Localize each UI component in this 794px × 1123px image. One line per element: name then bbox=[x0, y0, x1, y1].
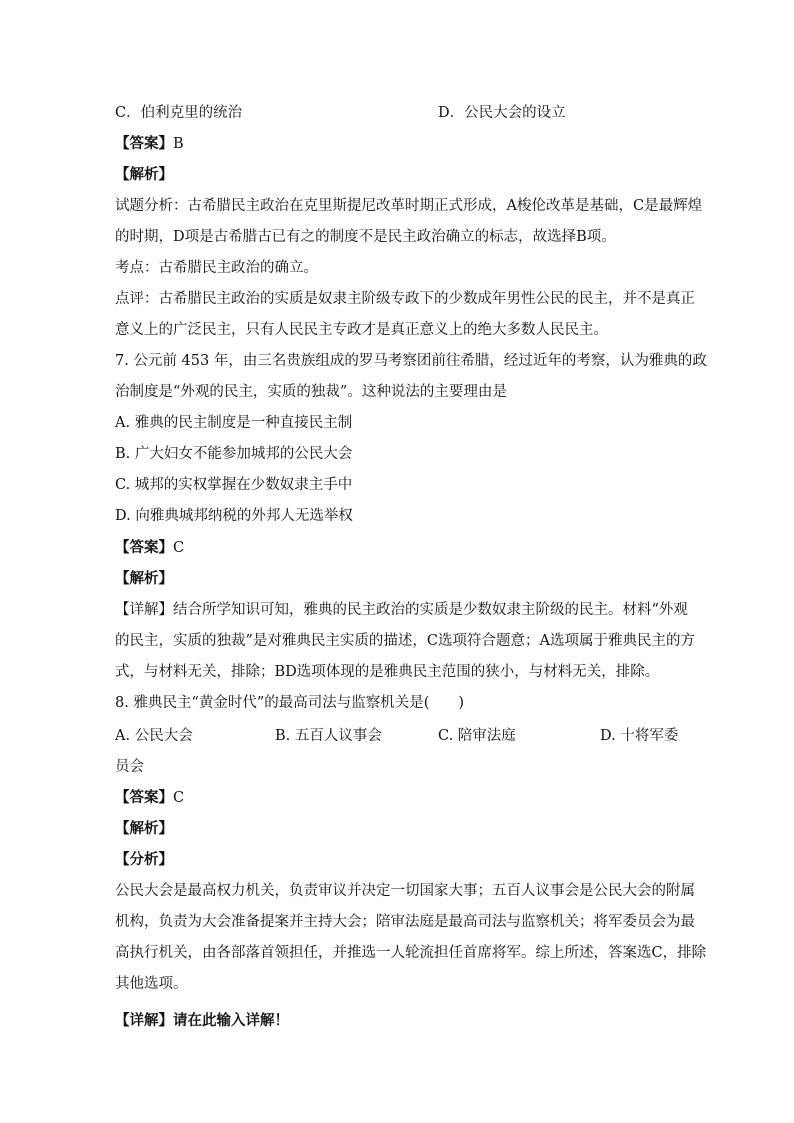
q8-fenxi-line: 高执行机关，由各部落首领担任，并推选一人轮流担任首席将军。综上所述，答案选C，排除 bbox=[115, 945, 707, 961]
q7-stem-line: 7. 公元前 453 年，由三名贵族组成的罗马考察团前往希腊，经过近年的考察，认为雅典的政 bbox=[115, 353, 707, 369]
q7-answer bbox=[115, 538, 682, 558]
q8-option-d: D. 十将军委 bbox=[600, 728, 679, 744]
q7-option-a: A. 雅典的民主制度是一种直接民主制 bbox=[115, 415, 353, 431]
q7-stem-line: 治制度是“外观的民主，实质的独裁”。这种说法的主要理由是 bbox=[115, 384, 507, 400]
q6-pingyu-line: 意义上的广泛民主，只有人民民主专政才是真正意义上的绝大多数人民民主。 bbox=[115, 322, 608, 338]
q7-option-c: C. 城邦的实权掌握在少数奴隶主手中 bbox=[115, 477, 353, 493]
q7-analysis-label: 【解析】 bbox=[115, 570, 173, 587]
q6-answer bbox=[115, 134, 682, 154]
answer-label: 【答案】 bbox=[115, 135, 173, 152]
detail-label: 【详解】 bbox=[115, 1012, 173, 1029]
q7-detail-line: 【详解】结合所学知识可知，雅典的民主政治的实质是少数奴隶主阶级的民主。材料“外观 bbox=[115, 602, 688, 618]
detail-text: 请在此输入详解！ bbox=[173, 1012, 289, 1029]
answer-value: C bbox=[173, 540, 185, 556]
q8-detail bbox=[115, 1011, 682, 1031]
q8-fenxi-line: 机构，负责为大会准备提案并主持大会；陪审法庭是最高司法与监察机关；将军委员会为最 bbox=[115, 914, 695, 930]
q8-stem: 8. 雅典民主“黄金时代”的最高司法与监察机关是( ) bbox=[115, 695, 465, 711]
q8-fenxi-line: 其他选项。 bbox=[115, 976, 188, 992]
q7-option-b: B. 广大妇女不能参加城邦的公民大会 bbox=[115, 446, 353, 462]
q8-option-b: B. 五百人议事会 bbox=[275, 728, 382, 744]
q8-option-c: C. 陪审法庭 bbox=[438, 728, 516, 744]
q6-analysis-label: 【解析】 bbox=[115, 166, 173, 183]
q8-fenxi-line: 公民大会是最高权力机关，负责审议并决定一切国家大事；五百人议事会是公民大会的附属 bbox=[115, 883, 695, 899]
q6-kaodian: 考点：古希腊民主政治的确立。 bbox=[115, 260, 318, 276]
q8-option-a: A. 公民大会 bbox=[115, 728, 193, 744]
q8-answer bbox=[115, 788, 682, 808]
q6-analysis-line: 的时期，D项是古希腊古已有之的制度不是民主政治确立的标志，故选择B项。 bbox=[115, 229, 616, 245]
q8-fenxi-label: 【分析】 bbox=[115, 851, 173, 868]
q6-analysis-line: 试题分析：古希腊民主政治在克里斯提尼改革时期正式形成，A梭伦改革是基础，C是最辉煌 bbox=[115, 198, 703, 214]
answer-label: 【答案】 bbox=[115, 789, 173, 806]
q6-option-d: D．公民大会的设立 bbox=[438, 105, 566, 121]
q7-detail-line: 的民主，实质的独裁”是对雅典民主实质的描述，C选项符合题意；A选项属于雅典民主的方 bbox=[115, 633, 695, 649]
q7-detail-line: 式，与材料无关，排除；BD选项体现的是雅典民主范围的狭小，与材料无关，排除。 bbox=[115, 664, 660, 680]
q8-option-d-wrap: 员会 bbox=[115, 759, 144, 775]
q8-analysis-label: 【解析】 bbox=[115, 820, 173, 837]
q6-option-c: C．伯利克里的统治 bbox=[115, 105, 243, 121]
answer-value: C bbox=[173, 790, 185, 806]
q6-pingyu-line: 点评：古希腊民主政治的实质是奴隶主阶级专政下的少数成年男性公民的民主，并不是真正 bbox=[115, 291, 695, 307]
answer-label: 【答案】 bbox=[115, 539, 173, 556]
answer-value: B bbox=[173, 136, 184, 152]
q7-option-d: D. 向雅典城邦纳税的外邦人无选举权 bbox=[115, 508, 353, 524]
